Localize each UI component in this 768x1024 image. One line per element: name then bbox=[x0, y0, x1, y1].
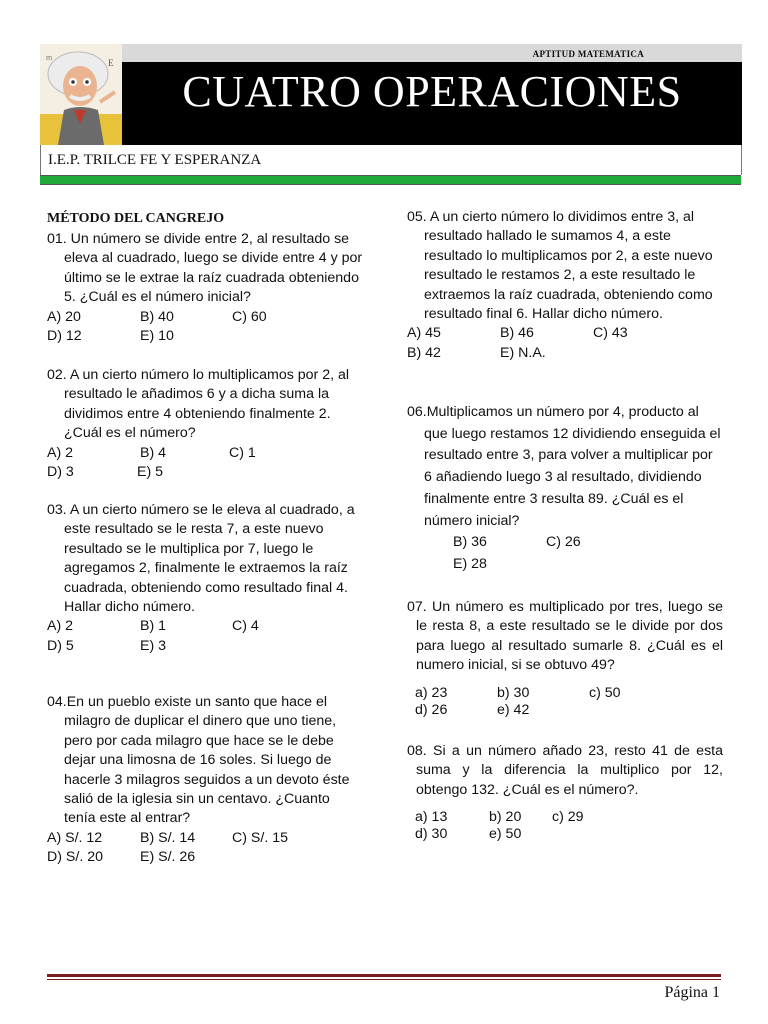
option: b) 20 bbox=[489, 809, 522, 826]
option: D) 5 bbox=[47, 637, 74, 654]
option: D) S/. 20 bbox=[47, 849, 103, 866]
question-stem: 01. Un número se divide entre 2, al resultado se eleva al cuadrado, luego se divide entre 4 y por último se le extrae la raíz cuadrada obteniendo 5. ¿Cuál es el número inicial? bbox=[47, 231, 363, 306]
option: E) S/. 26 bbox=[140, 849, 196, 866]
option: C) 60 bbox=[232, 308, 267, 325]
options-row bbox=[47, 463, 363, 482]
option: A) 20 bbox=[47, 308, 81, 325]
question-05 bbox=[407, 208, 723, 363]
option: a) 23 bbox=[415, 684, 448, 701]
svg-text:m: m bbox=[46, 53, 53, 62]
subject-label: APTITUD MATEMATICA bbox=[532, 49, 644, 59]
question-stem: 02. A un cierto número lo multiplicamos por 2, al resultado le añadimos 6 y a dicha suma la dividimos entre 4 obteniendo finalmente 2. ¿Cuál es el número? bbox=[47, 367, 350, 442]
option: E) 3 bbox=[140, 637, 167, 654]
options-row bbox=[47, 637, 363, 656]
option: B) 4 bbox=[140, 444, 167, 461]
question-stem: 03. A un cierto número se le eleva al cuadrado, a este resultado se le resta 7, a este nuevo resultado se le multiplica por 7, luego le agregamos 2, finalmente le extraemos la raíz cuadrada, obteniendo como resultado final 4. Hallar dicho número. bbox=[47, 502, 355, 616]
options-row bbox=[407, 808, 723, 825]
einstein-caricature-image bbox=[40, 44, 122, 145]
question-02 bbox=[47, 366, 363, 482]
question-03 bbox=[47, 501, 363, 656]
option: C) 1 bbox=[229, 444, 256, 461]
option: A) 45 bbox=[407, 325, 441, 342]
option: B) 40 bbox=[140, 308, 174, 325]
option: C) S/. 15 bbox=[232, 829, 288, 846]
question-stem: 05. A un cierto número lo dividimos entre 3, al resultado hallado le sumamos 4, a este resultado lo multiplicamos por 2, a este nuevo resultado le restamos 2, a este resultado le extraemos la raíz cuadrada, obteniendo como resultado final 6. Hallar dicho número. bbox=[407, 209, 713, 323]
school-name: I.E.P. TRILCE FE Y ESPERANZA bbox=[48, 152, 262, 168]
question-01 bbox=[47, 230, 363, 346]
options-row bbox=[407, 324, 723, 343]
option: e) 42 bbox=[497, 701, 530, 718]
options-row bbox=[407, 344, 723, 363]
option: c) 50 bbox=[589, 684, 621, 701]
options-row bbox=[407, 825, 723, 842]
page-number: Página 1 bbox=[664, 984, 720, 1001]
option: E) N.A. bbox=[500, 344, 546, 361]
option: B) 46 bbox=[500, 325, 534, 342]
question-06 bbox=[407, 402, 723, 576]
options-row bbox=[47, 308, 363, 327]
question-stem: 04.En un pueblo existe un santo que hace el milagro de duplicar el dinero que uno tiene, pero por cada milagro que hace se le debe dejar una limosna de 16 soles. Si luego de hacerle 3 milagros seguidos a un devoto éste salió de la iglesia sin un centavo. ¿Cuanto tenía este al entrar? bbox=[47, 694, 350, 827]
option: b) 30 bbox=[497, 684, 530, 701]
question-07 bbox=[407, 598, 723, 718]
options-row bbox=[47, 829, 363, 848]
option: A) S/. 12 bbox=[47, 829, 103, 846]
option: C) 4 bbox=[232, 618, 259, 635]
question-stem: 06.Multiplicamos un número por 4, producto al que luego restamos 12 dividiendo enseguida el resultado entre 3, para volver a multiplicar por 6 añadiendo luego 3 al resultado, dividiendo finalmente entre 3 resulta 89. ¿Cuál es el número inicial? bbox=[407, 404, 721, 529]
options-row bbox=[47, 444, 363, 463]
option: A) 2 bbox=[47, 618, 74, 635]
footer-rule-thin bbox=[47, 979, 721, 980]
question-04 bbox=[47, 693, 363, 868]
option: E) 5 bbox=[137, 464, 164, 481]
green-divider bbox=[40, 175, 741, 185]
option: A) 2 bbox=[47, 444, 74, 461]
question-stem: 08. Si a un número añado 23, resto 41 de esta suma y la diferencia la multiplico por 12, obtengo 132. ¿Cuál es el número?. bbox=[407, 743, 723, 798]
options-row bbox=[47, 617, 363, 636]
option: C) 43 bbox=[593, 325, 628, 342]
section-title: MÉTODO DEL CANGREJO bbox=[47, 211, 225, 226]
options-row bbox=[407, 684, 723, 701]
footer-rule bbox=[47, 974, 721, 977]
question-08 bbox=[407, 742, 723, 842]
option: B) 42 bbox=[407, 344, 441, 361]
page-title: CUATRO OPERACIONES bbox=[182, 67, 682, 116]
svg-text:E: E bbox=[108, 58, 114, 68]
option: C) 26 bbox=[546, 534, 581, 551]
question-stem: 07. Un número es multiplicado por tres, luego se le resta 8, a este resultado se le divide por dos para luego al resultado sumarle 8. ¿Cuál es el numero inicial, si se obtuvo 49? bbox=[407, 599, 723, 674]
subject-bar bbox=[122, 44, 742, 62]
options-row bbox=[407, 554, 723, 576]
options-row bbox=[407, 532, 723, 554]
option: E) 10 bbox=[140, 328, 174, 345]
options-row bbox=[47, 327, 363, 346]
option: c) 29 bbox=[552, 809, 584, 826]
option: a) 13 bbox=[415, 809, 448, 826]
option: B) 1 bbox=[140, 618, 167, 635]
option: D) 12 bbox=[47, 328, 82, 345]
option: B) 36 bbox=[453, 534, 487, 551]
options-row bbox=[407, 701, 723, 718]
option: d) 26 bbox=[415, 701, 448, 718]
option: B) S/. 14 bbox=[140, 829, 196, 846]
option: d) 30 bbox=[415, 826, 448, 843]
options-row bbox=[47, 848, 363, 867]
option: E) 28 bbox=[453, 555, 487, 572]
option: e) 50 bbox=[489, 826, 522, 843]
option: D) 3 bbox=[47, 464, 74, 481]
